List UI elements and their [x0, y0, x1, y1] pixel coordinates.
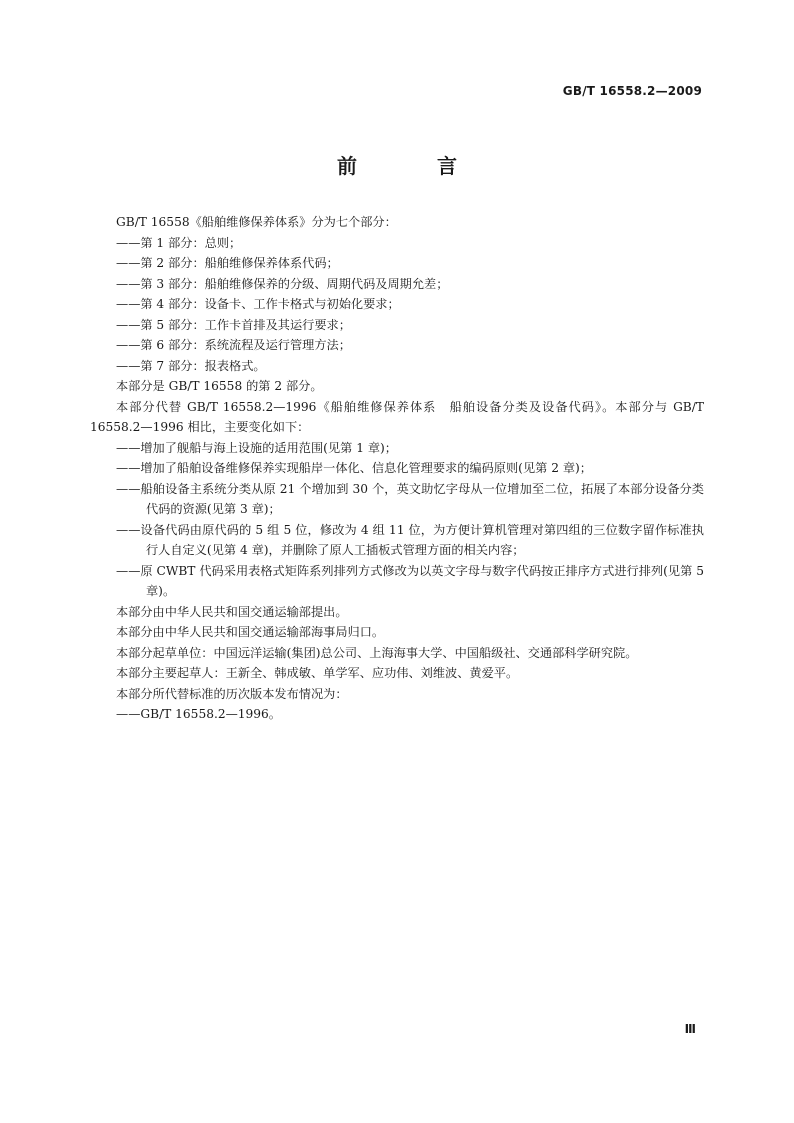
- change-item: ——增加了舰船与海上设施的适用范围(见第 1 章)；: [116, 440, 397, 455]
- change-item: ——船舶设备主系统分类从原 21 个增加到 30 个，英文助忆字母从一位增加至二位，拓展了本部分设备分类代码的资源(见第 3 章)；: [116, 481, 704, 516]
- part-item: ——第 1 部分：总则；: [116, 235, 242, 250]
- part-item: ——第 6 部分：系统流程及运行管理方法；: [116, 338, 351, 352]
- drafters-paragraph: 本部分主要起草人：王新全、韩成敏、单学军、应功伟、刘维波、黄爱平。: [116, 666, 519, 680]
- history-intro-paragraph: 本部分所代替标准的历次版本发布情况为：: [116, 686, 348, 701]
- part-item: ——第 5 部分：工作卡首排及其运行要求；: [116, 317, 351, 332]
- part-item: ——第 3 部分：船舶维修保养的分级、周期代码及周期允差；: [116, 276, 449, 291]
- page-title: 前 言: [337, 154, 487, 178]
- intro-paragraph: GB/T 16558《船舶维修保养体系》分为七个部分：: [116, 215, 397, 229]
- change-item: ——增加了船舶设备维修保养实现船岸一体化、信息化管理要求的编码原则(见第 2 章)；: [116, 461, 592, 475]
- history-item: ——GB/T 16558.2—1996。: [116, 707, 281, 721]
- proposed-by-paragraph: 本部分由中华人民共和国交通运输部提出。: [116, 604, 348, 619]
- part-item: ——第 7 部分：报表格式。: [116, 358, 266, 373]
- part-item: ——第 4 部分：设备卡、工作卡格式与初始化要求；: [116, 297, 400, 311]
- part-item: ——第 2 部分：船舶维修保养体系代码；: [116, 256, 339, 270]
- drafting-units-paragraph: 本部分起草单位：中国远洋运输(集团)总公司、上海海事大学、中国船级社、交通部科学研究院。: [116, 645, 638, 660]
- change-item: ——设备代码由原代码的 5 组 5 位，修改为 4 组 11 位，为方便计算机管理对第四组的三位数字留作标准执行人自定义(见第 4 章)，并删除了原人工插板式管理方面的相关内容；: [116, 522, 704, 557]
- page-number: Ⅲ: [684, 1022, 696, 1036]
- replaces-paragraph: 本部分代替 GB/T 16558.2—1996《船舶维修保养体系 船舶设备分类及设备代码》。本部分与 GB/T 16558.2—1996 相比，主要变化如下：: [90, 399, 704, 434]
- this-part-paragraph: 本部分是 GB/T 16558 的第 2 部分。: [116, 379, 323, 393]
- document-body: [90, 212, 704, 725]
- managed-by-paragraph: 本部分由中华人民共和国交通运输部海事局归口。: [116, 625, 385, 639]
- change-item: ——原 CWBT 代码采用表格式矩阵系列排列方式修改为以英文字母与数字代码按正排序方式进行排列(见第 5 章)。: [116, 563, 704, 598]
- standard-number: GB/T 16558.2—2009: [562, 84, 702, 98]
